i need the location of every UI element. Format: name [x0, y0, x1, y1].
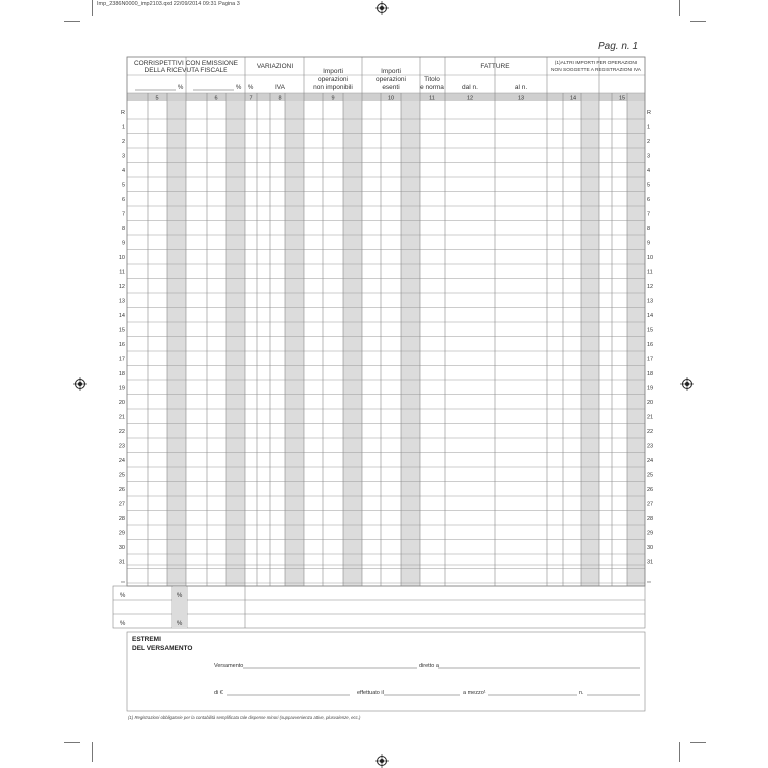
- column-number: 5: [155, 95, 159, 102]
- versamento-label: Versamento: [214, 663, 244, 669]
- header-percent-5: %: [178, 85, 184, 91]
- row-labels: [119, 110, 653, 584]
- page-number: Pag. n. 1: [598, 41, 639, 52]
- row-label-right: 1: [647, 124, 651, 131]
- row-label-left: 3: [121, 153, 125, 160]
- header-esenti-2: operazioni: [376, 76, 406, 83]
- row-label-left: 30: [118, 545, 125, 551]
- row-label-left: 23: [118, 443, 125, 450]
- row-label-left: 11: [119, 269, 125, 276]
- total-row-label: xx: [121, 579, 125, 584]
- row-label-left: 2: [121, 139, 125, 145]
- row-lines: [127, 75, 645, 583]
- estremi-title-1: ESTREMI: [132, 636, 161, 643]
- table-border: [127, 57, 645, 586]
- header-percent-6: %: [236, 85, 242, 91]
- row-label-left: 25: [118, 472, 125, 479]
- row-label-left: 14: [118, 313, 125, 319]
- row-label-left: 16: [118, 342, 125, 348]
- row-label-left: 5: [121, 182, 125, 189]
- column-number: 8: [278, 95, 282, 102]
- row-label-right: 7: [647, 211, 651, 218]
- row-label-right: 24: [647, 458, 654, 464]
- header-al: al n.: [514, 84, 528, 91]
- header-corrispettivi-1: CORRISPETTIVI CON EMISSIONE: [133, 60, 239, 67]
- row-label-left: 31: [118, 559, 125, 566]
- row-label-right: 11: [647, 269, 653, 276]
- row-label-right: 20: [647, 400, 654, 406]
- row-label-right: 5: [647, 182, 651, 189]
- row-label-left: 22: [118, 429, 125, 435]
- column-number-band: [127, 93, 645, 101]
- row-label-left: 12: [118, 284, 125, 290]
- summary-percent-4: %: [177, 621, 183, 627]
- header-fatture: FATTURE: [480, 63, 510, 70]
- row-label-right: 27: [647, 501, 654, 508]
- row-label-right: 3: [647, 153, 651, 160]
- row-label-left: 7: [121, 211, 125, 218]
- estremi-title-2: DEL VERSAMENTO: [132, 645, 193, 652]
- column-number: 7: [249, 95, 253, 102]
- header-nonimp-3: non imponibili: [313, 84, 353, 91]
- header-altri-2: NON SOGGETTE A REGISTRAZIONI IVA: [551, 68, 641, 73]
- footnote: (1) Registrazioni obbligatorie per la contabilità semplificata tale dispense minori (suppavvenienza attive, plusvalenze, ecc.): [128, 715, 361, 720]
- column-number: 9: [331, 95, 335, 102]
- row-label-right: 17: [647, 356, 654, 363]
- row-label-right: 10: [647, 255, 654, 261]
- row-label-left: 13: [118, 298, 125, 305]
- header-esenti-3: esenti: [382, 84, 400, 91]
- header-nonimp-1: Importi: [323, 68, 343, 75]
- row-label-left: 24: [118, 458, 125, 464]
- row-label-right: 29: [647, 530, 654, 537]
- row-label-right: 26: [647, 487, 654, 493]
- row-label-left: 26: [118, 487, 125, 493]
- total-row-label: xx: [647, 579, 651, 584]
- column-number: 12: [466, 95, 474, 102]
- row-label-right: 30: [647, 545, 654, 551]
- row-label-left: 18: [118, 371, 125, 377]
- column-number: 15: [618, 95, 626, 102]
- row-label-right: 12: [647, 284, 654, 290]
- column-number: 6: [214, 95, 218, 102]
- row-label-right: R: [647, 110, 651, 116]
- row-label-left: 15: [118, 327, 125, 334]
- mezzo-label: a mezzo¹: [463, 690, 486, 696]
- row-label-right: 25: [647, 472, 654, 479]
- header-nonimp-2: operazioni: [318, 76, 348, 83]
- row-label-right: 13: [647, 298, 654, 305]
- n-label: n.: [579, 690, 584, 696]
- column-number: 14: [569, 95, 577, 102]
- row-label-right: 16: [647, 342, 654, 348]
- row-label-right: 28: [647, 516, 654, 522]
- summary-percent-1: %: [120, 593, 126, 599]
- file-header: Imp_2386N0000_imp2103.qxd 22/09/2014 09:31 Pagina 3: [97, 1, 240, 7]
- row-label-right: 21: [647, 414, 654, 421]
- row-label-left: 6: [121, 197, 125, 203]
- summary-block: [113, 586, 645, 628]
- row-label-right: 8: [647, 226, 651, 232]
- estremi-box: [127, 632, 645, 711]
- row-label-left: 10: [118, 255, 125, 261]
- column-number: 11: [429, 95, 435, 102]
- header-esenti-1: Importi: [381, 68, 401, 75]
- effettuato-label: effettuato il: [357, 690, 384, 696]
- column-number: 13: [517, 95, 525, 102]
- header-percent-7: %: [248, 85, 254, 91]
- row-label-right: 31: [647, 559, 654, 566]
- row-label-left: 21: [118, 414, 125, 421]
- row-label-right: 2: [647, 139, 651, 145]
- row-label-left: 8: [121, 226, 125, 232]
- row-label-left: R: [121, 110, 125, 116]
- row-label-left: 1: [121, 124, 125, 131]
- row-label-right: 22: [647, 429, 654, 435]
- header-titolo-1: Titolo: [424, 76, 440, 83]
- row-label-left: 19: [118, 385, 125, 392]
- diretto-label: diretto a: [419, 663, 439, 669]
- row-label-left: 29: [118, 530, 125, 537]
- header-variazioni: VARIAZIONI: [256, 63, 294, 70]
- row-label-left: 9: [121, 240, 125, 247]
- row-label-right: 19: [647, 385, 654, 392]
- row-label-right: 4: [647, 168, 651, 174]
- row-label-left: 17: [118, 356, 125, 363]
- row-label-left: 20: [118, 400, 125, 406]
- summary-percent-2: %: [177, 593, 183, 599]
- shaded-columns: [167, 101, 645, 586]
- di-euro-label: di €: [214, 690, 223, 696]
- row-label-right: 14: [647, 313, 654, 319]
- column-lines: [148, 57, 627, 586]
- row-label-left: 27: [118, 501, 125, 508]
- header-iva: IVA: [275, 84, 285, 91]
- summary-percent-3: %: [120, 621, 126, 627]
- header-altri-1: (1)ALTRI IMPORTI PER OPERAZIONI: [554, 61, 638, 66]
- column-number: 10: [387, 95, 395, 102]
- row-label-left: 4: [121, 168, 125, 174]
- header-titolo-2: e norma: [420, 84, 444, 91]
- row-label-right: 15: [647, 327, 654, 334]
- row-label-right: 6: [647, 197, 651, 203]
- header-dal: dal n.: [462, 84, 478, 91]
- row-label-right: 9: [647, 240, 651, 247]
- row-label-right: 18: [647, 371, 654, 377]
- header-corrispettivi-2: DELLA RICEVUTA FISCALE: [144, 67, 228, 74]
- row-label-left: 28: [118, 516, 125, 522]
- row-label-right: 23: [647, 443, 654, 450]
